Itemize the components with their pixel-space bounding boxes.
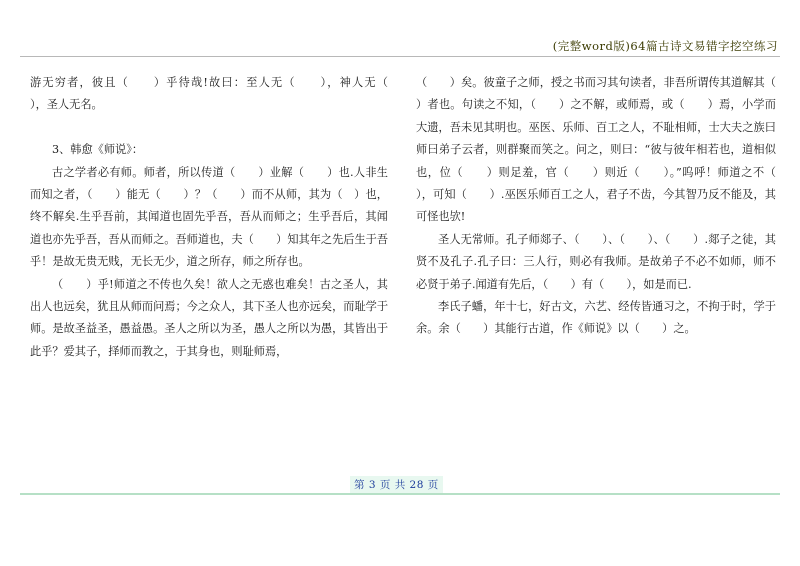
paragraph-zhuangzi-ending: 游无穷者，彼且（ ）乎待哉!故曰：至人无（ ），神人无（ ），圣人无名。 <box>30 76 411 112</box>
footer-divider <box>20 493 780 495</box>
paragraph-shishuo-2-continued: （ ）矣。彼童子之师，授之书而习其句读者，非吾所谓传其道解其（ ）者也。句读之不知，（ ）之不解，或师焉，或（ ）焉，小学而大遗，吾未见其明也。巫医、乐师、百工之人，不耻相师，士大夫之族曰师曰弟子云者，则群聚而笑之。问之，则曰：“彼与彼年相若也，道相似也，位（ ）则足羞，官（ ）则近（ ）。”呜呼！师道之不（ ），可知（ ）.巫医乐师百工之人，君子不齿，今其智乃反不能及，其可怪也欤! <box>416 76 799 224</box>
page-number-label: 第 3 页 共 28 页 <box>350 476 443 493</box>
document-header-title: (完整word版)64篇古诗文易错字挖空练习 <box>552 39 778 53</box>
paragraph-shishuo-3: 圣人无常师。孔子师郯子、（ ）、（ ）、（ ）.郯子之徒，其贤不及孔子.孔子曰：三人行，则必有我师。是故弟子不必不如师，师不必贤于弟子.闻道有先后，（ ）有（ ），如是而已. <box>416 232 776 291</box>
paragraph-shishuo-2: （ ）乎!师道之不传也久矣！欲人之无惑也难矣！古之圣人，其出人也远矣，犹且从师而问焉；今之众人，其下圣人也亦远矣，而耻学于师。是故圣益圣，愚益愚。圣人之所以为圣，愚人之所以为愚，其皆出于此乎？爱其子，择师而教之，于其身也，则耻师焉， <box>30 277 389 358</box>
left-text-column <box>30 72 411 363</box>
right-text-column <box>416 72 799 341</box>
paragraph-shishuo-4: 李氏子蟠，年十七，好古文，六艺、经传皆通习之，不拘于时，学于余。余（ ）其能行古道，作《师说》以（ ）之。 <box>416 300 776 336</box>
header-divider <box>20 56 780 57</box>
section-heading-shishuo: 3、韩愈《师说》： <box>52 143 144 157</box>
paragraph-shishuo-1: 古之学者必有师。师者，所以传道（ ）业解（ ）也.人非生而知之者，（ ）能无（ ）？（ ）而不从师，其为（ ）也，终不解矣.生乎吾前，其闻道也固先乎吾，吾从而师之；生乎吾后，其闻道也亦先乎吾，吾从而师之。吾师道也，夫（ ）知其年之先后生于吾乎！是故无贵无贱，无长无少，道之所存，师之所存也。 <box>30 165 389 269</box>
